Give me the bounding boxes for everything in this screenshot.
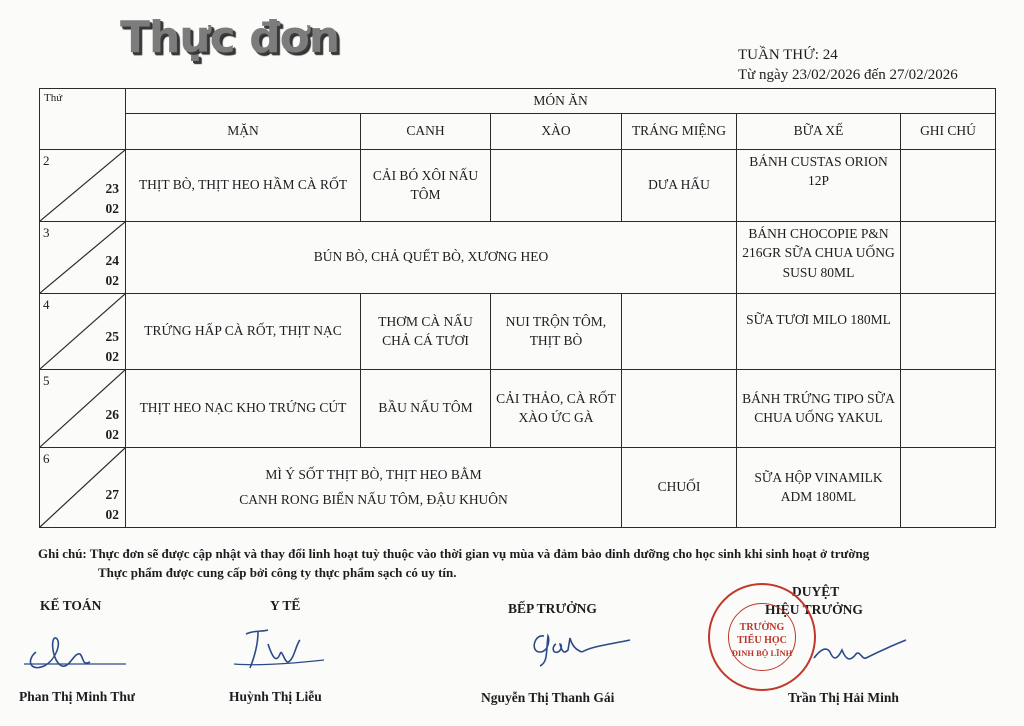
cell-trang-mieng: [622, 369, 737, 447]
cell-combined-meal: [126, 447, 622, 527]
cell-ghi-chu: [901, 447, 996, 527]
stamp-text-mid: TIỂU HỌC: [737, 635, 787, 646]
signature-bep-truong: [508, 601, 597, 617]
table-row: [40, 149, 996, 221]
menu-table: [39, 88, 996, 528]
date-range: Từ ngày 23/02/2026 đến 27/02/2026: [738, 67, 958, 83]
cell-xao: [491, 149, 622, 221]
header-canh: CANH: [361, 113, 491, 149]
cell-trang-mieng: DƯA HẤU: [622, 149, 737, 221]
cell-man: THỊT HEO NẠC KHO TRỨNG CÚT: [126, 369, 361, 447]
day-number: 2: [43, 152, 50, 168]
header-mon-an: MÓN ĂN: [126, 89, 996, 114]
day-number: 4: [43, 296, 50, 312]
cell-man: THỊT BÒ, THỊT HEO HẦM CÀ RỐT: [126, 149, 361, 221]
cell-canh: CẢI BÓ XÔI NẤU TÔM: [361, 149, 491, 221]
cell-ghi-chu: [901, 369, 996, 447]
day-month: 02: [105, 427, 119, 442]
name-y-te: Huỳnh Thị Liễu: [229, 689, 322, 704]
role-ke-toan: KẾ TOÁN: [40, 598, 102, 613]
day-month: 02: [105, 349, 119, 364]
cell-combined-meal: BÚN BÒ, CHẢ QUẾT BÒ, XƯƠNG HEO: [126, 221, 737, 293]
table-row: [40, 447, 996, 527]
table-row: [40, 369, 996, 447]
cell-trang-mieng: CHUỐI: [622, 447, 737, 527]
signature-scribble-ke-toan: [22, 622, 132, 678]
day-cell: [40, 447, 126, 527]
day-number: 6: [43, 450, 50, 466]
week-label: TUẦN THỨ: 24: [738, 47, 838, 63]
stamp-text-bottom: ĐINH BỘ LĨNH: [731, 648, 793, 658]
approve-label: DUYỆT: [792, 584, 840, 599]
stamp-text-top: TRƯỜNG: [739, 622, 785, 633]
combined-line-2: CANH RONG BIỂN NẤU TÔM, ĐẬU KHUÔN: [239, 492, 508, 508]
day-date: 27: [105, 487, 119, 502]
cell-xao: NUI TRỘN TÔM, THỊT BÒ: [491, 293, 622, 369]
note-line-1: Ghi chú: Thực đơn sẽ được cập nhật và thay đổi linh hoạt tuỳ thuộc vào thời gian vụ mùa và đảm bảo dinh dưỡng cho học sinh khi sinh hoạt ở trường: [38, 546, 870, 561]
signature-scribble-hieu-truong: [790, 628, 910, 678]
header-ghi-chu: GHI CHÚ: [901, 113, 996, 149]
cell-bua-xe: SỮA HỘP VINAMILK ADM 180ML: [737, 447, 901, 527]
cell-man: TRỨNG HẤP CÀ RỐT, THỊT NẠC: [126, 293, 361, 369]
name-bep-truong: Nguyễn Thị Thanh Gái: [481, 690, 615, 705]
day-month: 02: [105, 507, 119, 522]
signature-ke-toan: [40, 598, 101, 614]
name-hieu-truong: Trần Thị Hải Minh: [788, 690, 899, 705]
day-date: 24: [105, 253, 119, 268]
role-y-te: Y TẾ: [270, 598, 301, 613]
day-date: 25: [105, 329, 119, 344]
role-hieu-truong: HIỆU TRƯỞNG: [765, 602, 863, 617]
day-month: 02: [105, 273, 119, 288]
cell-bua-xe: BÁNH TRỨNG TIPO SỮA CHUA UỐNG YAKUL: [737, 369, 901, 447]
cell-xao: CẢI THẢO, CÀ RỐT XÀO ỨC GÀ: [491, 369, 622, 447]
day-cell: [40, 369, 126, 447]
signature-y-te: [270, 598, 300, 614]
cell-ghi-chu: [901, 149, 996, 221]
name-ke-toan: Phan Thị Minh Thư: [19, 689, 136, 704]
cell-ghi-chu: [901, 293, 996, 369]
header-bua-xe: BỮA XẾ: [737, 113, 901, 149]
day-cell: [40, 149, 126, 221]
role-bep-truong: BẾP TRƯỞNG: [508, 601, 597, 616]
cell-canh: THƠM CÀ NẤU CHẢ CÁ TƯƠI: [361, 293, 491, 369]
cell-bua-xe: BÁNH CHOCOPIE P&N 216GR SỮA CHUA UỐNG SUSU 80ML: [737, 221, 901, 293]
day-date: 26: [105, 407, 119, 422]
day-cell: [40, 293, 126, 369]
signature-scribble-bep-truong: [522, 622, 634, 670]
cell-trang-mieng: [622, 293, 737, 369]
day-number: 5: [43, 372, 50, 388]
header-trang-mieng: TRÁNG MIỆNG: [622, 113, 737, 149]
cell-bua-xe: BÁNH CUSTAS ORION 12P: [737, 149, 901, 221]
header-thu: Thứ: [40, 89, 126, 150]
day-number: 3: [43, 224, 50, 240]
day-cell: [40, 221, 126, 293]
page-title: Thực đơn: [120, 12, 340, 63]
cell-canh: BẦU NẤU TÔM: [361, 369, 491, 447]
header-xao: XÀO: [491, 113, 622, 149]
note-line-2: Thực phẩm được cung cấp bởi công ty thực phẩm sạch có uy tín.: [98, 565, 457, 580]
day-month: 02: [105, 201, 119, 216]
combined-line-1: MÌ Ý SỐT THỊT BÒ, THỊT HEO BẰM: [265, 466, 482, 482]
table-row: [40, 293, 996, 369]
cell-ghi-chu: [901, 221, 996, 293]
cell-bua-xe: SỮA TƯƠI MILO 180ML: [737, 293, 901, 369]
table-row: [40, 221, 996, 293]
header-man: MẶN: [126, 113, 361, 149]
day-date: 23: [105, 181, 119, 196]
signature-scribble-y-te: [228, 624, 328, 678]
